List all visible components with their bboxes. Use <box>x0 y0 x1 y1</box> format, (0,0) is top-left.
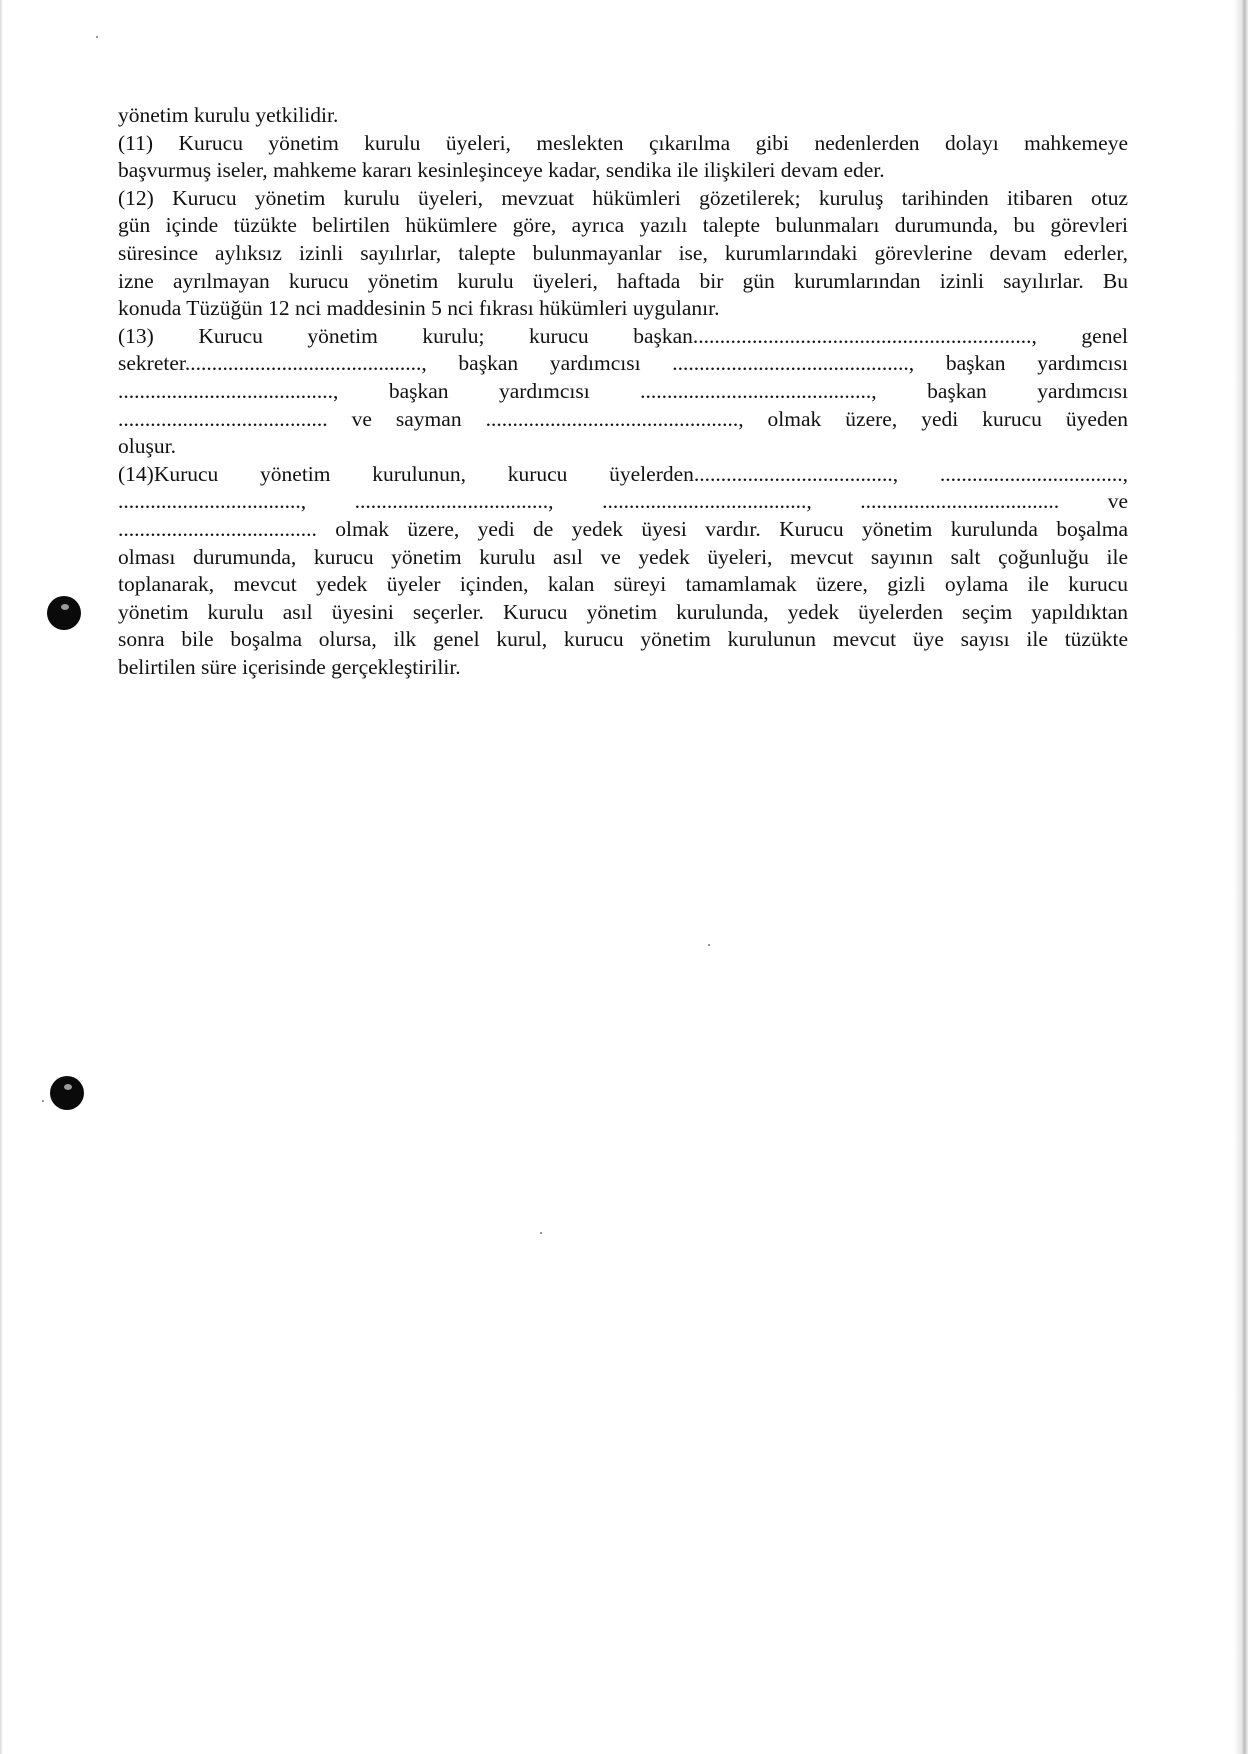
paragraph-14-line: .................................., ...................................., ......................................, ..................................... ve <box>118 489 1128 514</box>
paragraph-12-line: (12) Kurucu yönetim kurulu üyeleri, mevzuat hükümleri gözetilerek; kuruluş tarihinden itibaren otuz <box>118 185 1128 210</box>
scan-speck <box>42 1100 44 1102</box>
paragraph-12-line: gün içinde tüzükte belirtilen hükümlere göre, ayrıca yazılı talepte bulunmaları durumunda, bu görevleri <box>118 213 1128 238</box>
scan-speck <box>540 1232 542 1234</box>
paragraph-13-line: sekreter............................................, başkan yardımcısı ............................................, başkan yardımcısı <box>118 351 1128 376</box>
paragraph-13-line: oluşur. <box>118 434 176 459</box>
paragraph-12-line: süresince aylıksız izinli sayılırlar, talepte bulunmayanlar ise, kurumlarındaki görevlerine devam ederler, <box>118 240 1128 265</box>
paragraph-14-line: sonra bile boşalma olursa, ilk genel kurul, kurucu yönetim kurulunun mevcut üye sayısı ile tüzükte <box>118 627 1128 652</box>
punch-hole-icon <box>50 1076 84 1110</box>
paragraph-11-line: başvurmuş iseler, mahkeme kararı kesinleşinceye kadar, sendika ile ilişkileri devam eder. <box>118 158 885 183</box>
paragraph-12-line: izne ayrılmayan kurucu yönetim kurulu üyeleri, haftada bir gün kurumlarından izinli sayılırlar. Bu <box>118 268 1128 293</box>
paragraph-14-line: ..................................... olmak üzere, yedi de yedek üyesi vardır. Kurucu yönetim kurulunda boşalma <box>118 516 1128 541</box>
paragraph-14-line: belirtilen süre içerisinde gerçekleştirilir. <box>118 654 461 679</box>
text-line: yönetim kurulu yetkilidir. <box>118 103 339 127</box>
paragraph-11-line: (11) Kurucu yönetim kurulu üyeleri, meslekten çıkarılma gibi nedenlerden dolayı mahkemeye <box>118 130 1128 155</box>
paragraph-14-line: yönetim kurulu asıl üyesini seçerler. Kurucu yönetim kurulunda, yedek üyelerden seçim yapıldıktan <box>118 599 1128 624</box>
scan-speck <box>708 944 710 946</box>
scan-edge-left <box>0 0 3 1754</box>
paragraph-13-line: ....................................... ve sayman ..............................................., olmak üzere, yedi kurucu üyeden <box>118 406 1128 431</box>
paragraph-14-line: toplanarak, mevcut yedek üyeler içinden, kalan süreyi tamamlamak üzere, gizli oylama ile kurucu <box>118 572 1128 597</box>
paragraph-14-line: (14)Kurucu yönetim kurulunun, kurucu üyelerden....................................., .................................., <box>118 461 1128 486</box>
paragraph-13-line: (13) Kurucu yönetim kurulu; kurucu başkan..............................................................., genel <box>118 323 1128 348</box>
punch-hole-icon <box>47 596 81 630</box>
scan-speck <box>96 36 98 38</box>
scan-edge-right <box>1234 0 1248 1754</box>
paragraph-13-line: ........................................, başkan yardımcısı ..........................................., başkan yardımcısı <box>118 378 1128 403</box>
paragraph-14-line: olması durumunda, kurucu yönetim kurulu asıl ve yedek üyeleri, mevcut sayının salt çoğunluğu ile <box>118 544 1128 569</box>
paragraph-12-line: konuda Tüzüğün 12 nci maddesinin 5 nci fıkrası hükümleri uygulanır. <box>118 296 720 321</box>
document-body <box>118 102 1128 681</box>
